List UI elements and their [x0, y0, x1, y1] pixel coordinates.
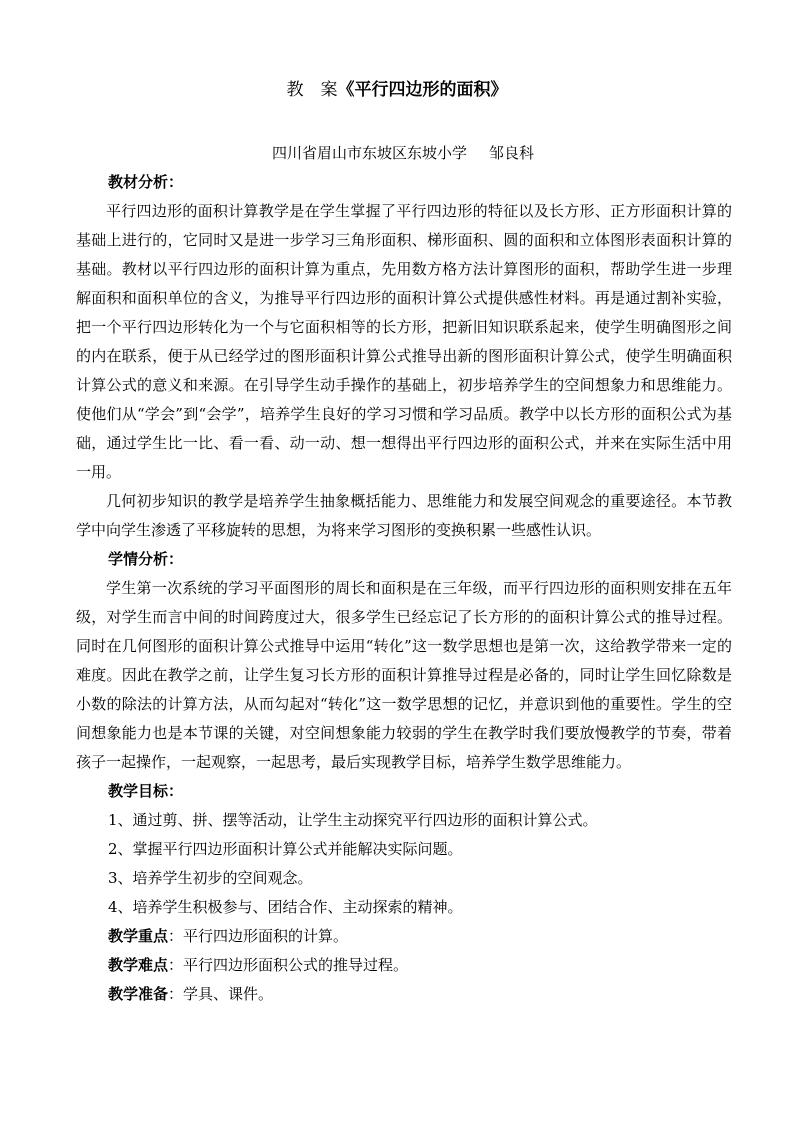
document-body [76, 168, 732, 1009]
students-paragraph-1: 学生第一次系统的学习平面图形的周长和面积是在三年级，而平行四边形的面积则安排在五年级，对学生而言中间的时间跨度过大，很多学生已经忘记了长方形的的面积计算公式的推导过程。同时在几何图形的面积计算公式推导中运用“转化”这一数学思想也是第一次，这给教学带来一定的难度。因此在教学之前，让学生复习长方形的面积计算推导过程是必备的，同时让学生回忆除数是小数的除法的计算方法，从而勾起对“转化”这一数学思想的记忆，并意识到他的重要性。学生的空间想象能力也是本节课的关键，对空间想象能力较弱的学生在教学时我们要放慢教学的节奏，带着孩子一起操作，一起观察，一起思考，最后实现教学目标，培养学生数学思维能力。 [76, 579, 732, 771]
school-name: 四川省眉山市东坡区东坡小学 [272, 144, 468, 162]
section-heading-students: 学情分析： [108, 550, 184, 568]
preparation-line [76, 980, 732, 1009]
author-name: 邹良科 [489, 144, 535, 162]
material-paragraph-1: 平行四边形的面积计算教学是在学生掌握了平行四边形的特征以及长方形、正方形面积计算的基础上进行的，它同时又是进一步学习三角形面积、梯形面积、圆的面积和立体图形表面积计算的基础。教材以平行四边形的面积计算为重点，先用数方格方法计算图形的面积，帮助学生进一步理解面积和面积单位的含义，为推导平行四边形的面积计算公式提供感性材料。再是通过割补实验，把一个平行四边形转化为一个与它面积相等的长方形，把新旧知识联系起来，使学生明确图形之间的内在联系，便于从已经学过的图形面积计算公式推导出新的图形面积计算公式，使学生明确面积计算公式的意义和来源。在引导学生动手操作的基础上，初步培养学生的空间想象力和思维能力。使他们从“学会”到“会学”，培养学生良好的学习习惯和学习品质。教学中以长方形的面积公式为基础，通过学生比一比、看一看、动一动、想一想得出平行四边形的面积公式，并来在实际生活中用一用。 [76, 202, 732, 481]
section-heading-objectives: 教学目标： [108, 782, 184, 800]
key-point-line [76, 922, 732, 951]
objective-item-1: 1、通过剪、拼、摆等活动，让学生主动探究平行四边形的面积计算公式。 [108, 811, 598, 829]
author-line [272, 142, 534, 164]
title-prefix: 教 案 [286, 80, 338, 100]
objective-item-2: 2、掌握平行四边形面积计算公式并能解决实际问题。 [108, 840, 463, 858]
objective-item-3: 3、培养学生初步的空间观念。 [108, 869, 313, 887]
difficulty-text: ：平行四边形面积公式的推导过程。 [168, 956, 409, 974]
objective-item-4: 4、培养学生积极参与、团结合作、主动探索的精神。 [108, 898, 463, 916]
key-point-text: ：平行四边形面积的计算。 [168, 927, 349, 945]
title-main: 《平行四边形的面积》 [337, 80, 508, 100]
key-point-label: 教学重点 [108, 927, 169, 945]
preparation-text: ：学具、课件。 [168, 985, 274, 1003]
section-heading-material: 教材分析： [108, 173, 184, 191]
material-paragraph-2: 几何初步知识的教学是培养学生抽象概括能力、思维能力和发展空间观念的重要途径。本节教学中向学生渗透了平移旋转的思想，为将来学习图形的变换积累一些感性认识。 [76, 492, 732, 539]
preparation-label: 教学准备 [108, 985, 169, 1003]
page-title [0, 78, 794, 102]
difficulty-label: 教学难点 [108, 956, 169, 974]
difficulty-line [76, 951, 732, 980]
